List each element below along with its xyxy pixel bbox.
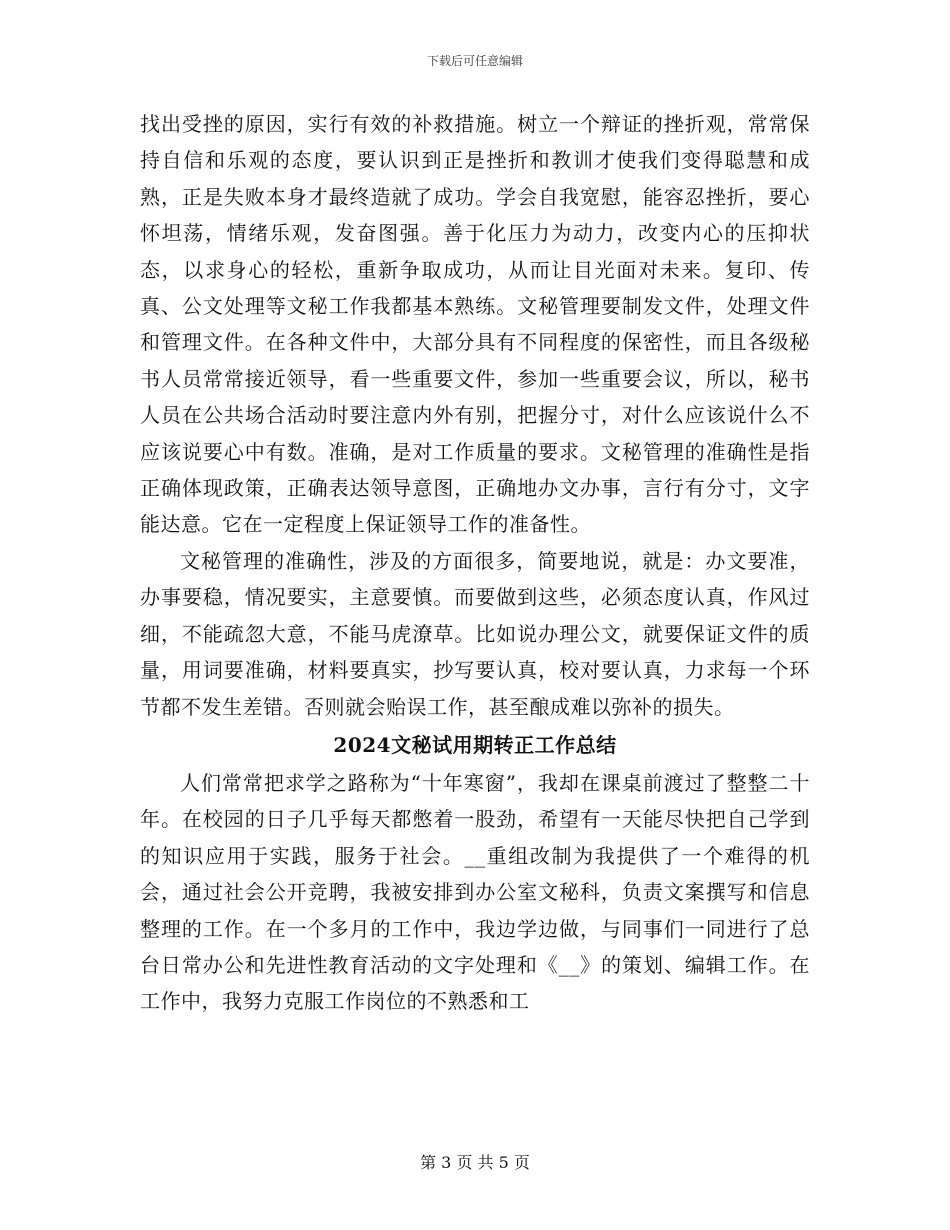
body-paragraph-1: 找出受挫的原因，实行有效的补救措施。树立一个辩证的挫折观，常常保持自信和乐观的态度，要认识到正是挫折和教训才使我们变得聪慧和成熟，正是失败本身才最终造就了成功。学会自我宽慰，能容忍挫折，要心怀坦荡，情绪乐观，发奋图强。善于化压力为动力，改变内心的压抑状态，以求身心的轻松，重新争取成功，从而让目光面对未来。复印、传真、公文处理等文秘工作我都基本熟练。文秘管理要制发文件，处理文件和管理文件。在各种文件中，大部分具有不同程度的保密性，而且各级秘书人员常常接近领导，看一些重要文件，参加一些重要会议，所以，秘书人员在公共场合活动时要注意内外有别，把握分寸，对什么应该说什么不应该说要心中有数。准确，是对工作质量的要求。文秘管理的准确性是指正确体现政策，正确表达领导意图，正确地办文办事，言行有分寸，文字能达意。它在一定程度上保证领导工作的准备性。 (140, 112, 810, 537)
section-paragraph: 人们常常把求学之路称为“十年寒窗”，我却在课桌前渡过了整整二十年。在校园的日子几乎每天都憋着一股劲，希望有一天能尽快把自己学到的知识应用于实践，服务于社会。__重组改制为我提供了一个难得的机会，通过社会公开竞聘，我被安排到办公室文秘科，负责文案撰写和信息整理的工作。在一个多月的工作中，我边学边做，与同事们一同进行了总台日常办公和先进性教育活动的文字处理和《__》的策划、编辑工作。在工作中，我努力克服工作岗位的不熟悉和工 (140, 770, 810, 1014)
document-body (140, 106, 810, 1020)
page-number-footer: 第 3 页 共 5 页 (420, 1153, 530, 1172)
body-paragraph-2: 文秘管理的准确性，涉及的方面很多，简要地说，就是：办文要准，办事要稳，情况要实，主意要慎。而要做到这些，必须态度认真，作风过细，不能疏忽大意，不能马虎潦草。比如说办理公文，就要保证文件的质量，用词要准确，材料要真实，抄写要认真，校对要认真，力求每一个环节都不发生差错。否则就会贻误工作，甚至酿成难以弥补的损失。 (140, 548, 810, 719)
section-title: 2024文秘试用期转正工作总结 (333, 732, 617, 757)
page-header: 下载后可任意编辑 (426, 54, 523, 68)
